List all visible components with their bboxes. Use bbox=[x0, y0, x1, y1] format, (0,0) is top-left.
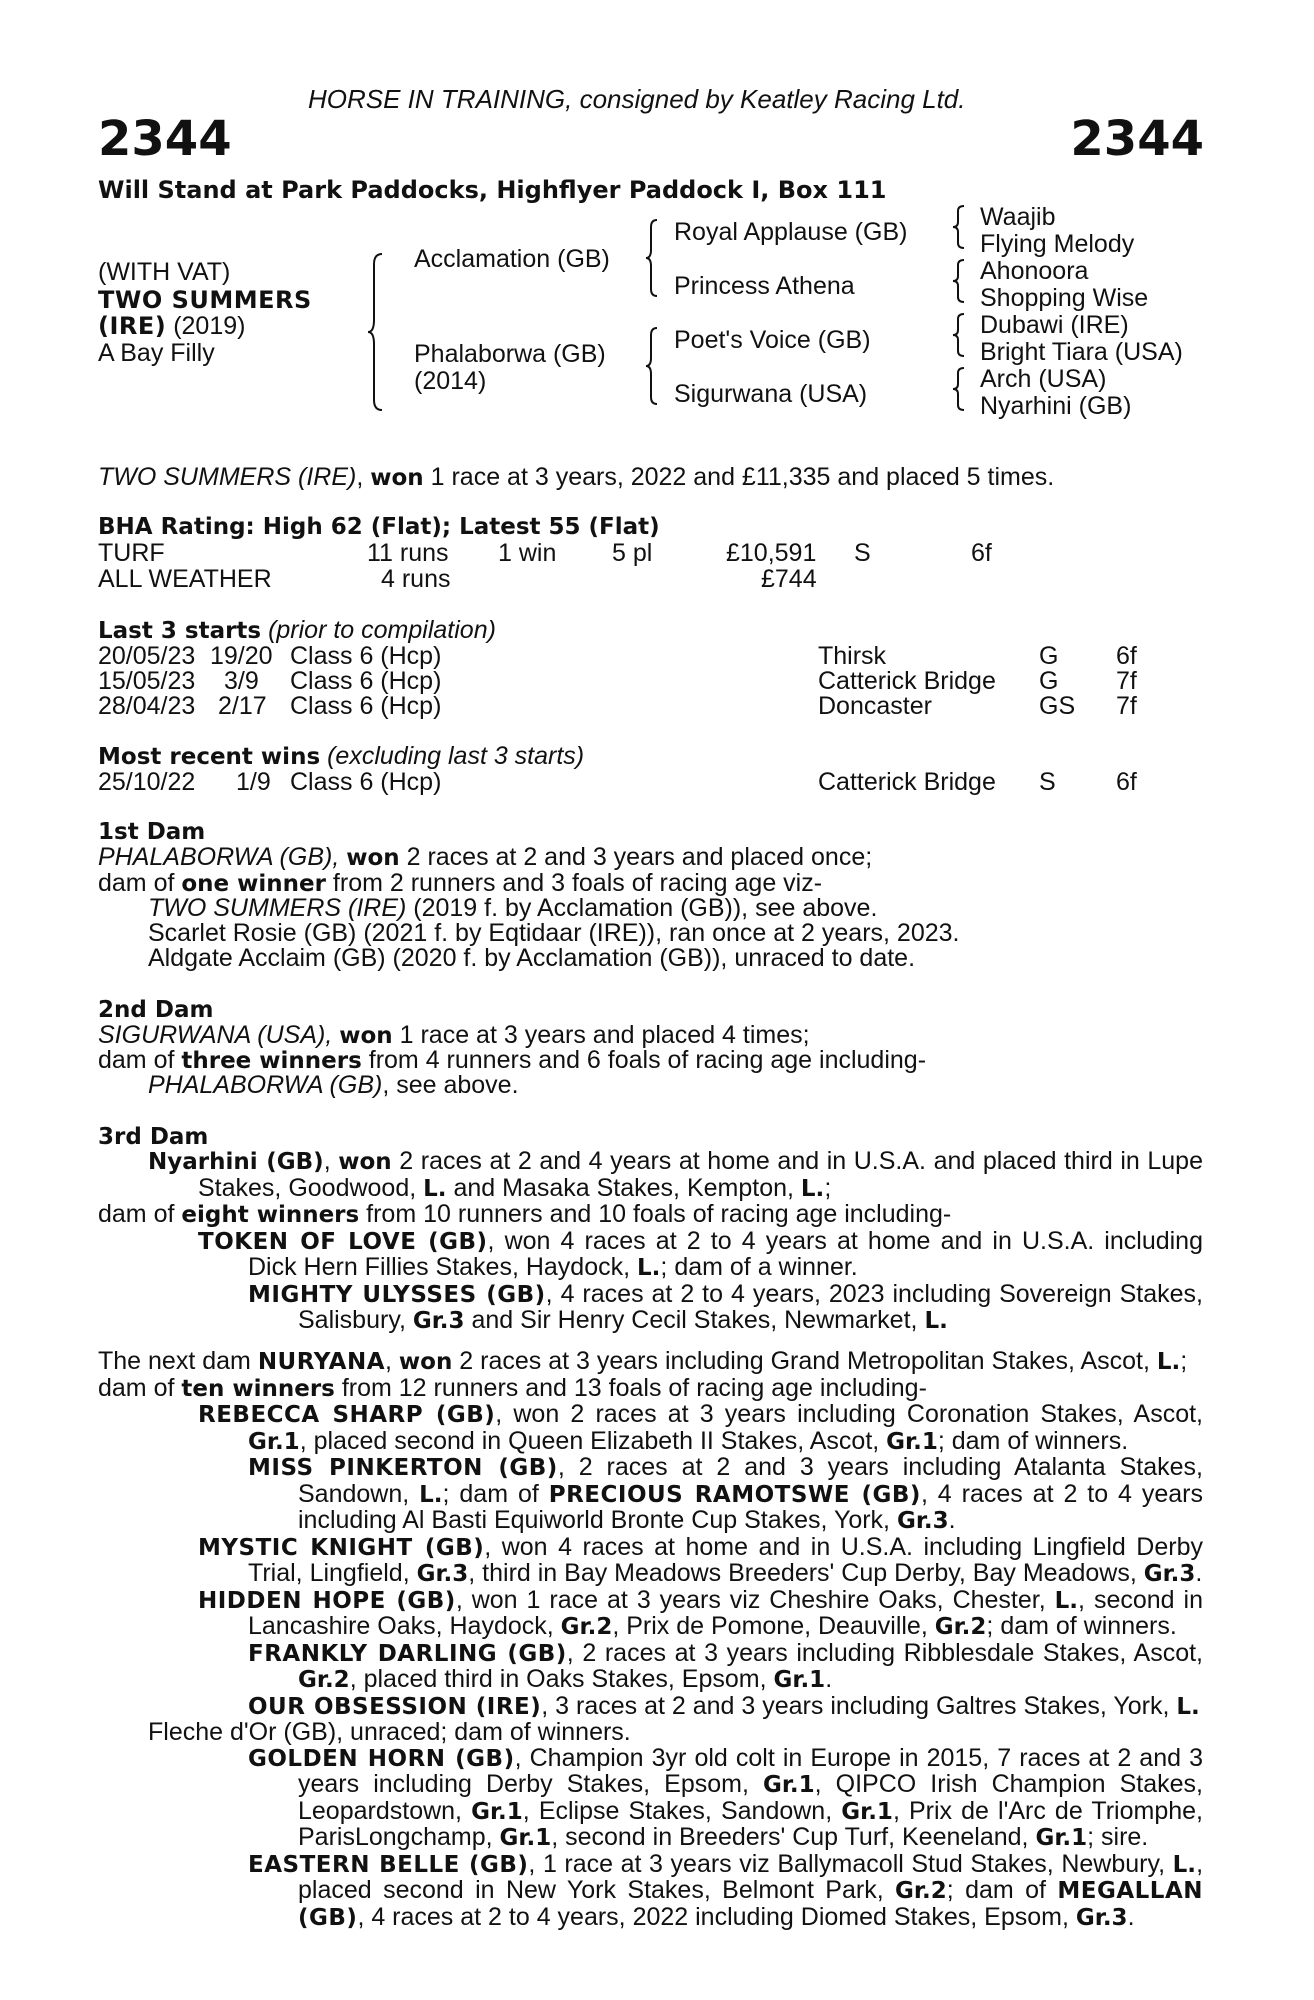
ggd-3: Bright Tiara (USA) bbox=[980, 338, 1183, 366]
start-date: 28/04/23 bbox=[98, 692, 196, 720]
start-date: 20/05/23 bbox=[98, 642, 196, 670]
start-going: G bbox=[1039, 667, 1059, 695]
start-distance: 6f bbox=[1116, 642, 1137, 670]
consignment-line: HORSE IN TRAINING, consigned by Keatley Racing Ltd. bbox=[308, 84, 966, 114]
start-class: Class 6 (Hcp) bbox=[290, 692, 442, 720]
sire: Acclamation (GB) bbox=[414, 245, 610, 273]
pedigree-brace-sd bbox=[951, 258, 967, 304]
start-class: Class 6 (Hcp) bbox=[290, 667, 442, 695]
lot-number-right: 2344 bbox=[1070, 111, 1204, 167]
dam-dam: Sigurwana (USA) bbox=[674, 380, 868, 408]
rating-turf-surface: TURF bbox=[98, 539, 165, 567]
win-going: S bbox=[1039, 768, 1056, 796]
sire-sire: Royal Applause (GB) bbox=[674, 218, 908, 246]
dam2-heading: 2nd Dam bbox=[98, 997, 214, 1023]
dam3-produce-summary: dam of eight winners from 10 runners and 10 foals of racing age including- bbox=[98, 1200, 952, 1228]
win-class: Class 6 (Hcp) bbox=[290, 768, 442, 796]
start-class: Class 6 (Hcp) bbox=[290, 642, 442, 670]
ggs-2: Ahonoora bbox=[980, 257, 1089, 285]
dam-sire: Poet's Voice (GB) bbox=[674, 326, 871, 354]
rating-turf-placed: 5 pl bbox=[612, 539, 653, 567]
pedigree-brace-dd bbox=[951, 366, 967, 412]
ggs-4: Arch (USA) bbox=[980, 365, 1107, 393]
dam3-heading: 3rd Dam bbox=[98, 1124, 209, 1150]
rating-turf-runs: 11 runs bbox=[367, 539, 449, 567]
ggs-3: Dubawi (IRE) bbox=[980, 311, 1129, 339]
start-going: GS bbox=[1039, 692, 1076, 720]
win-distance: 6f bbox=[1116, 768, 1137, 796]
dam1-produce-summary: dam of one winner from 2 runners and 3 foals of racing age viz- bbox=[98, 869, 823, 897]
start-distance: 7f bbox=[1116, 692, 1137, 720]
dam1-heading: 1st Dam bbox=[98, 819, 206, 845]
stabling-line: Will Stand at Park Paddocks, Highflyer Paddock I, Box 111 bbox=[98, 176, 887, 204]
horse-name-suffix: (IRE) (2019) bbox=[98, 312, 246, 340]
start-going: G bbox=[1039, 642, 1059, 670]
dam2-record: SIGURWANA (USA), won 1 race at 3 years and placed 4 times; bbox=[98, 1021, 810, 1049]
ggd-1: Flying Melody bbox=[980, 230, 1135, 258]
start-course: Thirsk bbox=[818, 642, 887, 670]
start-date: 15/05/23 bbox=[98, 667, 196, 695]
rating-turf-distance: 6f bbox=[971, 539, 992, 567]
recent-wins-heading: Most recent wins (excluding last 3 starts) bbox=[98, 742, 585, 770]
race-summary: TWO SUMMERS (IRE), won 1 race at 3 years, 2022 and £11,335 and placed 5 times. bbox=[98, 463, 1055, 491]
progeny-hidden-hope: HIDDEN HOPE (GB), won 1 race at 3 years viz Cheshire Oaks, Chester, L., second in Lancashire Oaks, Haydock, Gr.2, Prix de Pomone, Deauville, Gr.2; dam of winners. bbox=[198, 1585, 1203, 1640]
rating-turf-wins: 1 win bbox=[498, 539, 557, 567]
dam2-produce-summary: dam of three winners from 4 runners and 6 foals of racing age including- bbox=[98, 1046, 927, 1074]
horse-name: TWO SUMMERS bbox=[98, 286, 312, 314]
next-dam-produce-summary: dam of ten winners from 12 runners and 13 foals of racing age including- bbox=[98, 1373, 927, 1402]
start-course: Doncaster bbox=[818, 692, 932, 720]
vat-note: (WITH VAT) bbox=[98, 258, 231, 286]
progeny-eastern-belle: EASTERN BELLE (GB), 1 race at 3 years viz Ballymacoll Stud Stakes, Newbury, L., placed second in New York Stakes, Belmont Park, Gr.2; dam of MEGALLAN (GB), 4 races at 2 to 4 years, 2022 including Diomed Stakes, Epsom, Gr.3. bbox=[248, 1849, 1204, 1931]
dam3-record: Nyarhini (GB), won 2 races at 2 and 4 years at home and in U.S.A. and placed third in Lupe Stakes, Goodwood, L. and Masaka Stakes, Kempton, L.; bbox=[148, 1147, 1203, 1202]
pedigree-brace-sire bbox=[644, 218, 660, 298]
rating-turf-going: S bbox=[854, 539, 871, 567]
rating-aw-money: £744 bbox=[761, 565, 817, 593]
dam1-record: PHALABORWA (GB), won 2 races at 2 and 3 years and placed once; bbox=[98, 843, 873, 871]
start-distance: 7f bbox=[1116, 667, 1137, 695]
last3-heading: Last 3 starts (prior to compilation) bbox=[98, 616, 496, 644]
next-dam-section bbox=[98, 1349, 1203, 1931]
ggd-2: Shopping Wise bbox=[980, 284, 1149, 312]
dam2-progeny: PHALABORWA (GB), see above. bbox=[148, 1071, 519, 1099]
lot-number-left: 2344 bbox=[98, 111, 232, 167]
progeny-rebecca-sharp: REBECCA SHARP (GB), won 2 races at 3 years including Coronation Stakes, Ascot, Gr.1, placed second in Queen Elizabeth II Stakes, Ascot, Gr.1; dam of winners. bbox=[198, 1400, 1204, 1455]
rating-aw-surface: ALL WEATHER bbox=[98, 565, 272, 593]
dam1-progeny: Aldgate Acclaim (GB) (2020 f. by Acclamation (GB)), unraced to date. bbox=[148, 944, 916, 972]
dam3-grand-progeny: MIGHTY ULYSSES (GB), 4 races at 2 to 4 years, 2023 including Sovereign Stakes, Salisbury, Gr.3 and Sir Henry Cecil Stakes, Newmarket, L. bbox=[248, 1279, 1203, 1334]
dam3-progeny: TOKEN OF LOVE (GB), won 4 races at 2 to 4 years at home and in U.S.A. including Dick Hern Fillies Stakes, Haydock, L.; dam of a winner. bbox=[198, 1226, 1203, 1281]
rating-aw-runs: 4 runs bbox=[381, 565, 451, 593]
progeny-miss-pinkerton: MISS PINKERTON (GB), 2 races at 2 and 3 years including Atalanta Stakes, Sandown, L.; dam of PRECIOUS RAMOTSWE (GB), 4 races at 2 to 4 years including Al Basti Equiworld Bronte Cup Stakes, York, Gr.3. bbox=[248, 1453, 1204, 1534]
progeny-frankly-darling: FRANKLY DARLING (GB), 2 races at 3 years including Ribblesdale Stakes, Ascot, Gr.2, placed third in Oaks Stakes, Epsom, Gr.1. bbox=[248, 1638, 1203, 1693]
progeny-golden-horn: GOLDEN HORN (GB), Champion 3yr old colt in Europe in 2015, 7 races at 2 and 3 years including Derby Stakes, Epsom, Gr.1, QIPCO Irish Champion Stakes, Leopardstown, Gr.1, Eclipse Stakes, Sandown, Gr.1, Prix de l'Arc de Triomphe, ParisLongchamp, Gr.1, second in Breeders' Cup Turf, Keeneland, Gr.1; sire. bbox=[248, 1743, 1203, 1851]
pedigree-brace-ds bbox=[951, 312, 967, 358]
sire-dam: Princess Athena bbox=[674, 272, 855, 300]
start-course: Catterick Bridge bbox=[818, 667, 996, 695]
rating-heading: BHA Rating: High 62 (Flat); Latest 55 (Flat) bbox=[98, 514, 660, 540]
next-dam-record: The next dam NURYANA, won 2 races at 3 years including Grand Metropolitan Stakes, Ascot, L.; bbox=[98, 1347, 1188, 1375]
dam: Phalaborwa (GB) bbox=[414, 340, 606, 368]
pedigree-brace-ss bbox=[951, 204, 967, 250]
pedigree-brace-dam bbox=[644, 326, 660, 406]
horse-description: A Bay Filly bbox=[98, 339, 215, 367]
progeny-fleche-dor: Fleche d'Or (GB), unraced; dam of winners. bbox=[148, 1718, 631, 1746]
pedigree-brace-main bbox=[366, 252, 386, 412]
rating-turf-money: £10,591 bbox=[726, 539, 817, 567]
ggd-4: Nyarhini (GB) bbox=[980, 392, 1132, 420]
start-position: 19/20 bbox=[210, 642, 273, 670]
start-position: 2/17 bbox=[218, 692, 267, 720]
progeny-our-obsession: OUR OBSESSION (IRE), 3 races at 2 and 3 years including Galtres Stakes, York, L. bbox=[248, 1691, 1200, 1720]
dam-year: (2014) bbox=[414, 367, 487, 395]
progeny-mystic-knight: MYSTIC KNIGHT (GB), won 4 races at home and in U.S.A. including Lingfield Derby Trial, Lingfield, Gr.3, third in Bay Meadows Breeders' Cup Derby, Bay Meadows, Gr.3. bbox=[198, 1532, 1203, 1587]
dam1-progeny: Scarlet Rosie (GB) (2021 f. by Eqtidaar (IRE)), ran once at 2 years, 2023. bbox=[148, 919, 960, 947]
win-position: 1/9 bbox=[236, 768, 271, 796]
win-date: 25/10/22 bbox=[98, 768, 196, 796]
start-position: 3/9 bbox=[224, 667, 259, 695]
ggs-1: Waajib bbox=[980, 203, 1056, 231]
dam3-section bbox=[98, 1149, 1203, 1335]
dam1-progeny: TWO SUMMERS (IRE) (2019 f. by Acclamation (GB)), see above. bbox=[148, 894, 878, 922]
win-course: Catterick Bridge bbox=[818, 768, 996, 796]
